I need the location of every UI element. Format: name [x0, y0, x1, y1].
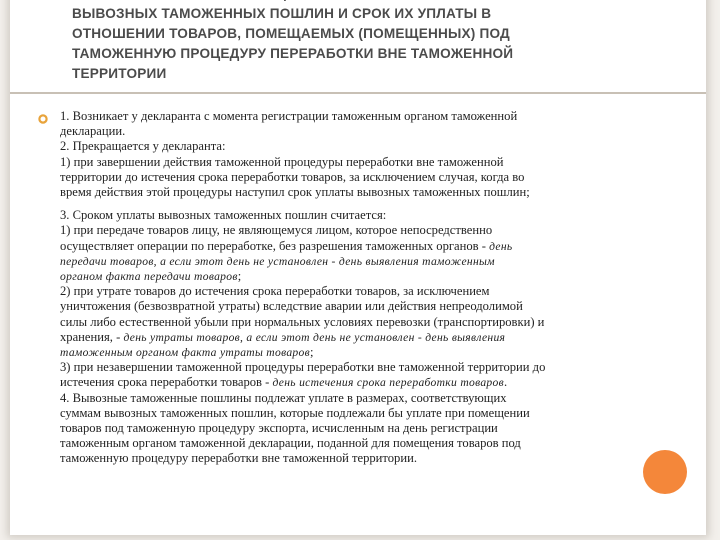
line: 2) при утрате товаров до истечения срока переработки товаров, за исключением: [60, 284, 490, 299]
line: таможенную процедуру переработки вне таможенной территории.: [60, 451, 417, 466]
emphasis: день: [489, 239, 513, 253]
text: ;: [237, 269, 242, 284]
slide-title: [72, 0, 632, 84]
line: 1) при передаче товаров лицу, не являющемуся лицом, которое непосредственно: [60, 223, 493, 238]
line: территории до истечения срока переработки товаров, за исключением случая, когда во: [60, 169, 525, 184]
emphasis: день истечения срока переработки товаров: [272, 376, 504, 390]
text: осуществляет операции по переработке, без разрешения таможенных органов -: [60, 238, 490, 253]
slide-body: [60, 109, 690, 467]
emphasis: органом факта передачи товаров: [60, 270, 238, 284]
line: время действия этой процедуры наступил срок уплаты вывозных таможенных пошлин;: [60, 185, 530, 200]
line: 1. Возникает у декларанта с момента регистрации таможенным органом таможенной: [60, 109, 518, 123]
ring-bullet-icon: [38, 114, 48, 124]
title-line: ТАМОЖЕННУЮ ПРОЦЕДУРУ ПЕРЕРАБОТКИ ВНЕ ТАМОЖЕННОЙ: [72, 46, 514, 61]
line: суммам вывозных таможенных пошлин, которые подлежали бы уплате при помещении: [60, 405, 530, 420]
line: 3) при незавершении таможенной процедуры переработки вне таможенной территории до: [60, 360, 546, 375]
emphasis: день утраты товаров, а если этот день не установлен - день выявления: [123, 330, 506, 344]
line: 1) при завершении действия таможенной процедуры переработки вне таможенной: [60, 154, 504, 169]
line: уничтожения (безвозвратной утраты) вследствие аварии или действия непреодолимой: [60, 299, 523, 314]
line: силы либо естественной убыли при нормальных условиях перевозки (транспортировки) и: [60, 314, 545, 329]
emphasis: таможенным органом факта утраты товаров: [60, 346, 310, 360]
text: ;: [309, 345, 314, 360]
line: [60, 345, 690, 360]
line: [60, 330, 690, 345]
line: [60, 375, 690, 390]
title-line: ОТНОШЕНИИ ТОВАРОВ, ПОМЕЩАЕМЫХ (ПОМЕЩЕННЫХ) ПОД: [72, 26, 510, 41]
line: таможенным органом таможенной декларации, поданной для помещения товаров под: [60, 436, 521, 451]
orange-circle-decoration: [643, 450, 687, 494]
line: [60, 254, 690, 269]
line: [60, 269, 690, 284]
text: истечения срока переработки товаров -: [60, 375, 273, 390]
emphasis: передачи товаров, а если этот день не установлен - день выявления таможенным: [60, 254, 495, 268]
text: хранения, -: [60, 329, 124, 344]
paragraph-gap: [60, 200, 690, 208]
title-line: ТЕРРИТОРИИ: [72, 66, 167, 81]
line: [60, 239, 690, 254]
line: 3. Сроком уплаты вывозных таможенных пошлин считается:: [60, 208, 387, 223]
line: товаров под таможенную процедуру экспорта, исчисленным на день регистрации: [60, 421, 498, 436]
text: .: [503, 375, 508, 390]
line: 4. Вывозные таможенные пошлины подлежат уплате в размерах, соответствующих: [60, 390, 507, 405]
line: 2. Прекращается у декларанта:: [60, 139, 226, 154]
title-line: ВЫВОЗНЫХ ТАМОЖЕННЫХ ПОШЛИН И СРОК ИХ УПЛАТЫ В: [72, 6, 492, 21]
line: декларации.: [60, 124, 126, 139]
title-divider: [10, 92, 706, 94]
